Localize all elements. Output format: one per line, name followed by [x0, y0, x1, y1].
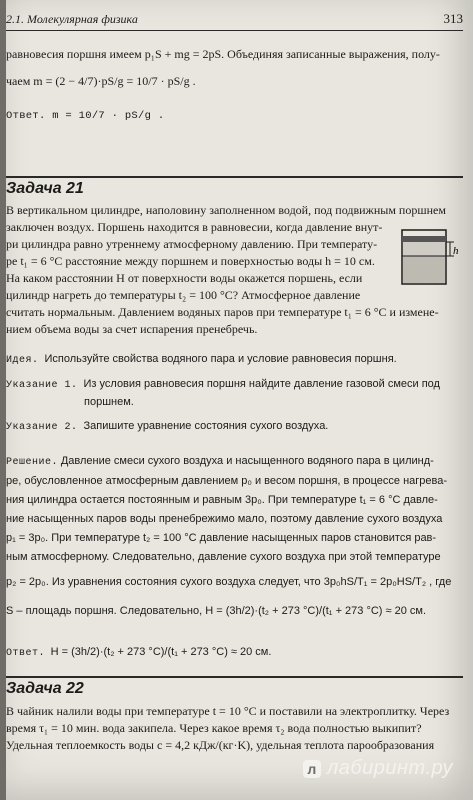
statement-line: считать нормальным. Давлением водяных паров при температуре t₁ = 6 °C и измене-: [6, 305, 439, 319]
idea-text: Используйте свойства водяного пара и условие равновесия поршня.: [44, 353, 397, 365]
statement-line: цилиндр нагреть до температуры t₂ = 100 °C? Атмосферное давление: [6, 288, 361, 302]
solution-line: [6, 452, 463, 472]
hint-2: [6, 417, 463, 436]
statement-line: время τ₁ = 10 мин. вода закипела. Через какое время τ₂ вода полностью выкипит?: [6, 721, 422, 735]
statement-line: В вертикальном цилиндре, наполовину заполненном водой, под подвижным поршнем: [6, 203, 446, 217]
solution-text: Давление смеси сухого воздуха и насыщенного водяного пара в цилинд-: [60, 455, 434, 467]
solution-line: ния цилиндра остается постоянным и равным 3p₀. При температуре t₁ = 6 °C давле-: [6, 494, 438, 506]
task-21-statement: [6, 202, 463, 338]
solution-line: ние насыщенных паров воды пренебрежимо мало, поэтому давление сухого воздуха: [6, 513, 443, 525]
solution-line: ре, обусловленное атмосферным давлением p₀ и весом поршня, в процессе нагрева-: [6, 475, 448, 487]
figure-label: h: [453, 245, 459, 257]
task-22-statement: [6, 703, 463, 754]
hint-1-cont: поршнем.: [84, 396, 134, 408]
formula-line: чаем m = (2 − 4/7)·pS/g = 10/7 · pS/g .: [6, 74, 196, 88]
statement-line: ре t₁ = 6 °C расстояние между поршнем и поверхностью воды h = 10 см.: [6, 254, 375, 268]
hints-block: [6, 350, 463, 436]
solution-line: p₂ = 2p₀. Из уравнения состояния сухого воздуха следует, что 3p₀hS/T₁ = 2p₀HS/T₂ , где: [6, 576, 452, 588]
solution-block: [6, 452, 463, 663]
solution-line: p₁ = 3p₀. При температуре t₂ = 100 °C давление насыщенных паров становится рав-: [6, 532, 437, 544]
book-page: [6, 0, 473, 800]
cylinder-figure: [396, 226, 462, 288]
solution-line: S – площадь поршня. Следовательно, H = (3h/2)·(t₂ + 273 °C)/(t₁ + 273 °C) ≈ 20 см.: [6, 605, 427, 617]
idea-line: [6, 350, 463, 369]
statement-line: заключен воздух. Поршень находится в равновесии, когда давление внут-: [6, 220, 383, 234]
watermark: [303, 757, 453, 780]
task-22-title: Задача 22: [6, 680, 84, 697]
previous-solution-end: [6, 46, 463, 125]
answer-text: H = (3h/2)·(t₂ + 273 °C)/(t₁ + 273 °C) ≈ 20 см.: [50, 646, 272, 658]
text-line: равновесия поршня имеем p₁S + mg = 2pS. Объединяя записанные выражения, полу-: [6, 47, 440, 61]
section-title: 2.1. Молекулярная физика: [6, 12, 138, 26]
answer-line: Ответ. m = 10/7 · pS/g .: [6, 110, 165, 122]
statement-line: Удельная теплоемкость воды c = 4,2 кДж/(кг·K), удельная теплота парообразования: [6, 738, 435, 752]
hint-2-label: Указание 2.: [6, 422, 78, 433]
labirint-logo-icon: л: [303, 760, 321, 778]
solution-label: Решение.: [6, 457, 59, 468]
solution-answer: [6, 643, 463, 663]
hint-1-label: Указание 1.: [6, 380, 78, 391]
watermark-text: лабиринт.ру: [327, 757, 453, 779]
piston: [402, 236, 446, 242]
statement-line: На каком расстоянии H от поверхности воды окажется поршень, если: [6, 271, 363, 285]
hint-2-text: Запишите уравнение состояния сухого воздуха.: [83, 420, 329, 432]
solution-line: ным атмосферному. Следовательно, давление сухого воздуха при этой температуре: [6, 551, 441, 563]
page-number: 313: [443, 11, 463, 26]
statement-line: ри цилиндра равно утреннему атмосферному давлению. При температу-: [6, 237, 378, 251]
running-header: [6, 10, 463, 31]
answer-label: Ответ.: [6, 648, 46, 659]
task-separator: [6, 676, 463, 678]
statement-line: В чайник налили воды при температуре t = 10 °C и поставили на электроплитку. Через: [6, 704, 450, 718]
task-21-title: Задача 21: [6, 180, 84, 197]
task-separator: [6, 176, 463, 178]
idea-label: Идея.: [6, 355, 39, 366]
hint-1: [6, 375, 463, 394]
statement-line: нием объема воды за счет испарения пренебречь.: [6, 322, 258, 336]
hint-1-text: Из условия равновесия поршня найдите давление газовой смеси под: [83, 378, 440, 390]
